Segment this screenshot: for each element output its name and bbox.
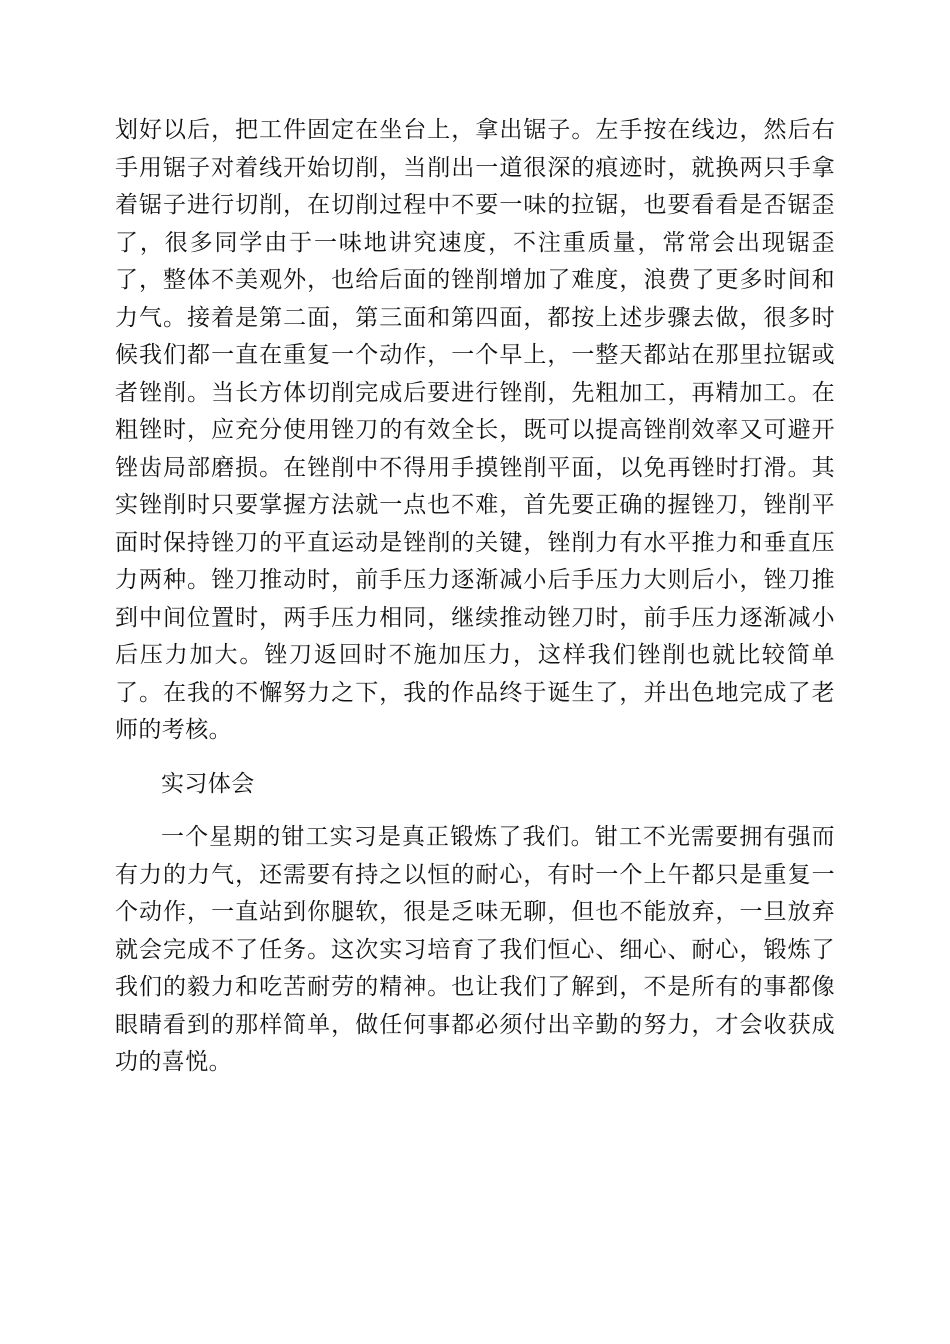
document-body: [115, 112, 835, 1082]
body-paragraph: 一个星期的钳工实习是真正锻炼了我们。钳工不光需要拥有强而有力的力气，还需要有持之以恒的耐心，有时一个上午都只是重复一个动作，一直站到你腿软，很是乏味无聊，但也不能放弃，一旦放弃就会完成不了任务。这次实习培育了我们恒心、细心、耐心，锻炼了我们的毅力和吃苦耐劳的精神。也让我们了解到，不是所有的事都像眼睛看到的那样简单，做任何事都必须付出辛勤的努力，才会收获成功的喜悦。: [115, 824, 835, 1075]
section-heading: 实习体会: [161, 770, 255, 797]
body-paragraph: 划好以后，把工件固定在坐台上，拿出锯子。左手按在线边，然后右手用锯子对着线开始切削，当削出一道很深的痕迹时，就换两只手拿着锯子进行切削，在切削过程中不要一味的拉锯，也要看看是否锯歪了，很多同学由于一味地讲究速度，不注重质量，常常会出现锯歪了，整体不美观外，也给后面的锉削增加了难度，浪费了更多时间和力气。接着是第二面，第三面和第四面，都按上述步骤去做，很多时候我们都一直在重复一个动作，一个早上，一整天都站在那里拉锯或者锉削。当长方体切削完成后要进行锉削，先粗加工，再精加工。在粗锉时，应充分使用锉刀的有效全长，既可以提高锉削效率又可避开锉齿局部磨损。在锉削中不得用手摸锉削平面，以免再锉时打滑。其实锉削时只要掌握方法就一点也不难，首先要正确的握锉刀，锉削平面时保持锉刀的平直运动是锉削的关键，锉削力有水平推力和垂直压力两种。锉刀推动时，前手压力逐渐减小后手压力大则后小，锉刀推到中间位置时，两手压力相同，继续推动锉刀时，前手压力逐渐减小后压力加大。锉刀返回时不施加压力，这样我们锉削也就比较简单了。在我的不懈努力之下，我的作品终于诞生了，并出色地完成了老师的考核。: [115, 117, 835, 743]
